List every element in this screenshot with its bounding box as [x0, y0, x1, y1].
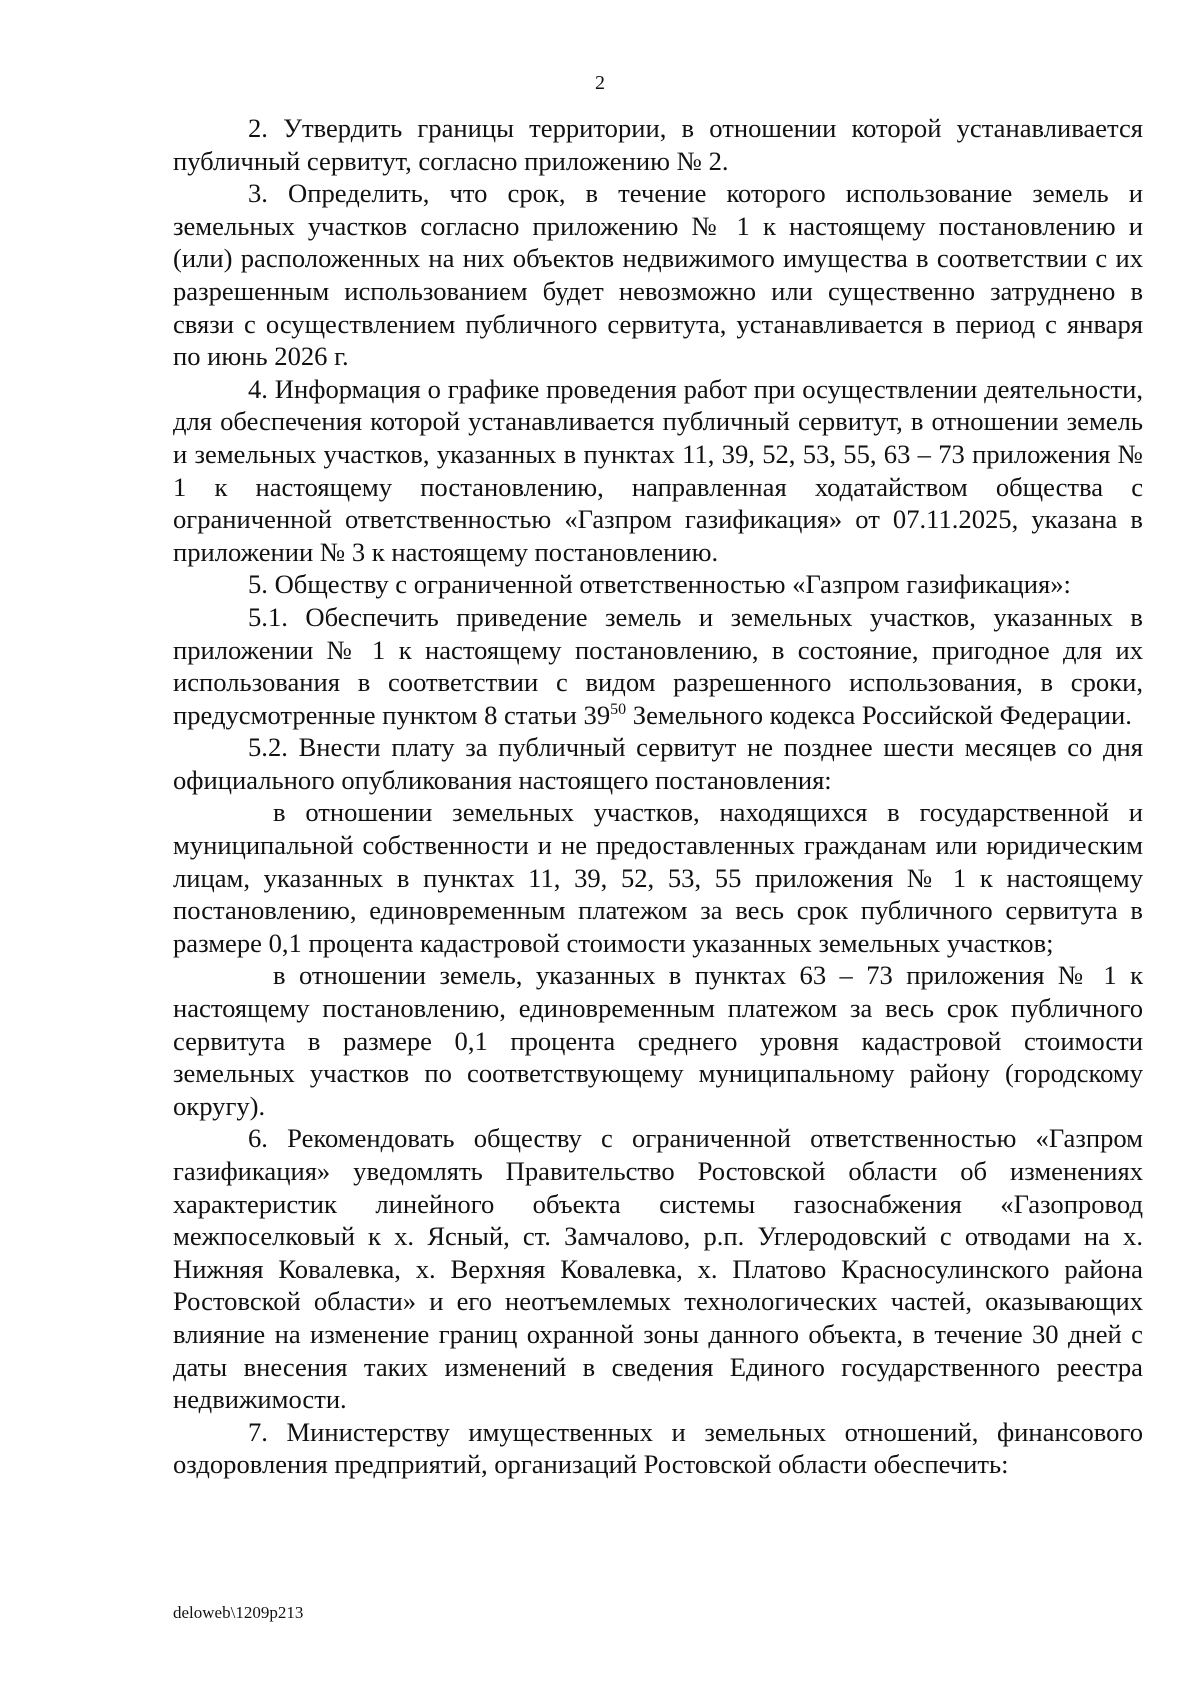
paragraph-5-2: 5.2. Внести плату за публичный сервитут не позднее шести месяцев со дня официального опубликования настоящего постановления: — [173, 732, 1143, 795]
paragraph-3: 3. Определить, что срок, в течение которого использование земель и земельных участков согласно приложению № 1 к настоящему постановлению и (или) расположенных на них объектов недвижимого имущества в соответствии с их разрешенным использованием будет невозможно или существенно затруднено в связи с осуществлением публичного сервитута, устанавливается в период с января по июнь 2026 г. — [173, 178, 1143, 372]
paragraph-5-2-lands: в отношении земель, указанных в пунктах 63 – 73 приложения № 1 к настоящему постановлению, единовременным платежом за весь срок публичного сервитута в размере 0,1 процента среднего уровня кадастровой стоимости земельных участков по соответствующему муниципальному району (городскому округу). — [173, 960, 1143, 1121]
document-reference: deloweb\1209p213 — [173, 1603, 304, 1622]
paragraph-5-1-text: 5.1. Обеспечить приведение земель и земельных участков, указанных в приложении № 1 к настоящему постановлению, в состояние, пригодное для их использования в соответствии с видом разрешенного использования, в сроки, предусмотренные пунктом 8 статьи 39 — [173, 601, 1143, 730]
paragraph-2: 2. Утвердить границы территории, в отношении которой устанавливается публичный сервитут, согласно приложению № 2. — [173, 113, 1143, 176]
paragraph-4: 4. Информация о графике проведения работ при осуществлении деятельности, для обеспечения которой устанавливается публичный сервитут, в отношении земель и земельных участков, указанных в пунктах 11, 39, 52, 53, 55, 63 – 73 приложения № 1 к настоящему постановлению, направленная ходатайством общества с ограниченной ответственностью «Газпром газификация» от 07.11.2025, указана в приложении № 3 к настоящему постановлению. — [173, 373, 1143, 567]
paragraph-5-2-state-land: в отношении земельных участков, находящихся в государственной и муниципальной собственности и не предоставленных гражданам или юридическим лицам, указанных в пунктах 11, 39, 52, 53, 55 приложения № 1 к настоящему постановлению, единовременным платежом за весь срок публичного сервитута в размере 0,1 процента кадастровой стоимости указанных земельных участков; — [173, 797, 1143, 958]
paragraph-5-1-text-end: Земельного кодекса Российской Федерации. — [626, 699, 1132, 730]
paragraph-6: 6. Рекомендовать обществу с ограниченной ответственностью «Газпром газификация» уведомлять Правительство Ростовской области об изменениях характеристик линейного объекта системы газоснабжения «Газопровод межпоселковый к х. Ясный, ст. Замчалово, р.п. Углеродовский с отводами на х. Нижняя Ковалевка, х. Верхняя Ковалевка, х. Платово Красносулинского района Ростовской области» и его неотъемлемых технологических частей, оказывающих влияние на изменение границ охранной зоны данного объекта, в течение 30 дней с даты внесения таких изменений в сведения Единого государственного реестра недвижимости. — [173, 1123, 1143, 1415]
document-body — [173, 112, 1143, 1481]
article-superscript: 50 — [610, 700, 627, 718]
paragraph-5: 5. Обществу с ограниченной ответственностью «Газпром газификация»: — [248, 569, 1071, 600]
paragraph-5-1 — [173, 601, 1143, 731]
page-number: 2 — [595, 72, 605, 94]
paragraph-7: 7. Министерству имущественных и земельных отношений, финансового оздоровления предприятий, организаций Ростовской области обеспечить: — [173, 1416, 1143, 1480]
